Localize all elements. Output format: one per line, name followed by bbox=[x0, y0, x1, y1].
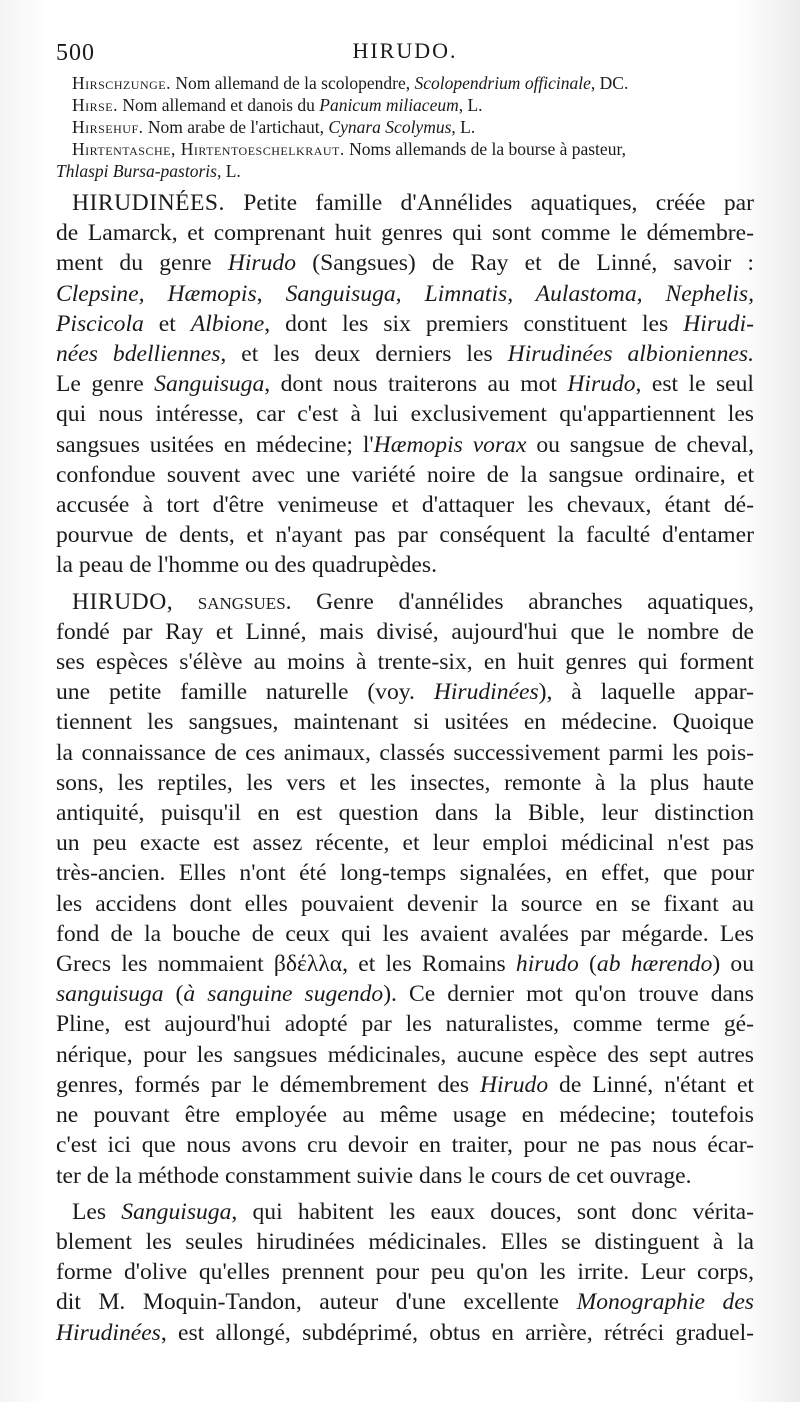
line-text: ) ou bbox=[712, 951, 755, 978]
small-entries bbox=[56, 72, 754, 182]
page-header bbox=[56, 38, 754, 72]
line-italic: Sanguisuga bbox=[121, 1198, 232, 1225]
line-italic: Hirudinées bbox=[56, 1319, 161, 1346]
entry-text: Nom allemand et danois du bbox=[118, 95, 320, 115]
paragraph-hirudinees bbox=[56, 188, 754, 581]
text-line bbox=[56, 1197, 754, 1227]
entry-headword: Hirse. bbox=[72, 95, 119, 115]
entry-hirschzunge bbox=[56, 72, 754, 94]
text-line: les accidens dont elles pouvaient devenir la source en se fixant au bbox=[56, 890, 754, 917]
line-italic: Hæmopis vorax bbox=[373, 431, 527, 458]
line-text: ment du genre bbox=[56, 250, 228, 277]
text-line: confondue souvent avec une variété noire de la sangsue ordinaire, et bbox=[56, 461, 754, 488]
line-italic: Clepsine, Hæmopis bbox=[56, 280, 257, 307]
entry-italic: Scolopendrium officinale bbox=[414, 73, 591, 93]
text-line bbox=[56, 1318, 754, 1348]
line-italic: Sanguisuga bbox=[154, 371, 265, 398]
line-text: ). Ce dernier mot qu'on trouve dans bbox=[383, 981, 754, 1008]
line-smallcaps: sangsues. bbox=[173, 588, 292, 615]
headword: HIRUDINÉES. bbox=[72, 190, 225, 216]
text-line bbox=[56, 430, 754, 460]
line-text: dit M. Moquin-Tandon, auteur d'une excellente bbox=[56, 1289, 577, 1316]
line-text: , est allongé, subdéprimé, obtus en arrière, rétréci graduel- bbox=[160, 1319, 754, 1346]
text-line: sons, les reptiles, les vers et les insectes, remonte à la plus haute bbox=[56, 769, 754, 796]
line-text: , bbox=[256, 280, 286, 307]
line-italic: Piscicola bbox=[56, 310, 144, 337]
text-line: un peu exacte est assez récente, et leur emploi médicinal n'est pas bbox=[56, 830, 754, 857]
text-line: forme d'olive qu'elles prennent pour peu qu'on les irrite. Leur corps, bbox=[56, 1259, 754, 1286]
line-italic: ab hærendo bbox=[596, 951, 713, 978]
line-text: , dont nous traiterons au mot bbox=[264, 371, 568, 398]
paragraph-hirudo bbox=[56, 587, 754, 1191]
page-number: 500 bbox=[56, 40, 95, 66]
text-line: ter de la méthode constamment suivie dans le cours de cet ouvrage. bbox=[56, 1162, 692, 1189]
text-line bbox=[56, 339, 754, 369]
text-line bbox=[56, 369, 754, 399]
text-line bbox=[56, 279, 754, 309]
entry-headword: Hirtentasche, Hirtentoeschelkraut. bbox=[72, 139, 345, 159]
line-text: ( bbox=[163, 981, 184, 1008]
line-text: Genre d'annélides abranches aquatiques, bbox=[291, 588, 754, 615]
text-line: nérique, pour les sangsues médicinales, aucune espèce des sept autres bbox=[56, 1041, 754, 1068]
text-line bbox=[56, 677, 754, 707]
entry-hirtentasche bbox=[56, 138, 754, 160]
line-text: ou sangsue de cheval, bbox=[526, 431, 755, 458]
line-italic: Hirudi- bbox=[683, 310, 754, 337]
text-line bbox=[56, 248, 754, 278]
line-italic: Monographie des bbox=[576, 1289, 754, 1316]
line-text: , qui habitent les eaux douces, sont donc vérita- bbox=[231, 1198, 755, 1225]
line-italic: Albione bbox=[190, 310, 265, 337]
line-text: , dont les six premiers constituent les bbox=[264, 310, 684, 337]
text-line: qui nous intéresse, car c'est à lui exclusivement qu'appartiennent les bbox=[56, 401, 754, 428]
entry-headword: Hirschzunge. bbox=[72, 73, 172, 93]
line-text: , est le seul bbox=[635, 371, 754, 398]
line-text: ), à laquelle appar- bbox=[538, 679, 754, 706]
entry-italic: Panicum miliaceum bbox=[319, 95, 459, 115]
line-italic: Hirudo bbox=[227, 250, 296, 277]
entry-italic: Thlaspi Bursa-pastoris bbox=[56, 161, 217, 181]
text-line bbox=[56, 1070, 754, 1100]
line-text: sangsues usitées en médecine; l' bbox=[56, 431, 374, 458]
line-text: une petite famille naturelle (voy. bbox=[56, 679, 434, 706]
entry-tail: , L. bbox=[458, 95, 483, 115]
text-line: Pline, est aujourd'hui adopté par les naturalistes, comme terme gé- bbox=[56, 1011, 754, 1038]
entry-italic: Cynara Scolymus bbox=[328, 117, 452, 137]
text-line: pourvue de dents, et n'ayant pas par conséquent la faculté d'entamer bbox=[56, 522, 754, 549]
line-text: et bbox=[143, 310, 191, 337]
entry-text: Nom allemand de la scolopendre, bbox=[171, 73, 415, 93]
text-line: très-ancien. Elles n'ont été long-temps signalées, en effet, que pour bbox=[56, 860, 754, 887]
text-line bbox=[56, 979, 754, 1009]
text-line bbox=[56, 949, 754, 979]
line-italic: Hirudo bbox=[567, 371, 636, 398]
text-line: accusée à tort d'être venimeuse et d'attaquer les chevaux, étant dé- bbox=[56, 492, 754, 519]
text-line: la peau de l'homme ou des quadrupèdes. bbox=[56, 552, 437, 579]
line-italic: nées bdelliennes bbox=[56, 341, 221, 368]
running-head: HIRUDO. bbox=[352, 38, 458, 63]
text-line bbox=[56, 188, 754, 218]
text-line bbox=[56, 1287, 754, 1317]
text-line: de Lamarck, et comprenant huit genres qui sont comme le démembre- bbox=[56, 220, 754, 247]
line-text: de Linné, n'étant et bbox=[548, 1071, 754, 1098]
line-italic: Hirudo bbox=[479, 1071, 549, 1098]
entry-text: Nom arabe de l'artichaut, bbox=[143, 117, 329, 137]
line-text: Le genre bbox=[56, 371, 155, 398]
entry-tail: , L. bbox=[216, 161, 241, 181]
entry-tail: , DC. bbox=[590, 73, 629, 93]
line-italic: Hirudinées albioniennes. bbox=[507, 341, 754, 368]
line-text: Les bbox=[72, 1198, 122, 1225]
text-line bbox=[56, 309, 754, 339]
text-line bbox=[56, 587, 754, 617]
entry-headword: Hirsehuf. bbox=[72, 117, 144, 137]
entry-hirsehuf bbox=[56, 116, 754, 138]
headword: HIRUDO, bbox=[72, 588, 174, 615]
line-italic: Sanguisuga, Limnatis, Aulastoma, Nephelis, bbox=[285, 280, 755, 307]
text-line: ses espèces s'élève au moins à trente-six, en huit genres qui forment bbox=[56, 649, 754, 676]
text-line: ne pouvant être employée au même usage en médecine; toutefois bbox=[56, 1102, 754, 1129]
text-line: antiquité, puisqu'il en est question dans la Bible, leur distinction bbox=[56, 800, 754, 827]
text-line: blement les seules hirudinées médicinales. Elles se distinguent à la bbox=[56, 1228, 754, 1255]
line-text: genres, formés par le démembrement des bbox=[56, 1071, 480, 1098]
line-text: (Sangsues) de Ray et de Linné, savoir : bbox=[296, 250, 754, 277]
entry-tail: , L. bbox=[451, 117, 476, 137]
line-italic: sanguisuga bbox=[56, 981, 164, 1008]
entry-hirse bbox=[56, 94, 754, 116]
text-line: fondé par Ray et Linné, mais divisé, aujourd'hui que le nombre de bbox=[56, 618, 754, 645]
line-italic: hirudo bbox=[515, 951, 579, 978]
line-italic: à sanguine sugendo bbox=[183, 981, 384, 1008]
entry-text: Noms allemands de la bourse à pasteur, bbox=[344, 139, 626, 159]
line-text: Petite famille d'Annélides aquatiques, créée par bbox=[224, 190, 754, 216]
line-italic: Hirudinées bbox=[433, 679, 539, 706]
text-line: c'est ici que nous avons cru devoir en traiter, pour ne pas nous écar- bbox=[56, 1132, 754, 1159]
line-text: ( bbox=[578, 951, 597, 978]
entry-hirtentasche-continued bbox=[56, 160, 754, 182]
line-text: , et les deux derniers les bbox=[220, 341, 508, 368]
text-line: tiennent les sangsues, maintenant si usitées en médecine. Quoique bbox=[56, 709, 754, 736]
paragraph-sanguisuga bbox=[56, 1197, 754, 1348]
line-text: Grecs les nommaient βδέλλα, et les Romains bbox=[56, 951, 516, 978]
text-line: la connaissance de ces animaux, classés successivement parmi les pois- bbox=[56, 739, 754, 766]
text-line: fond de la bouche de ceux qui les avaient avalées par mégarde. Les bbox=[56, 920, 754, 947]
